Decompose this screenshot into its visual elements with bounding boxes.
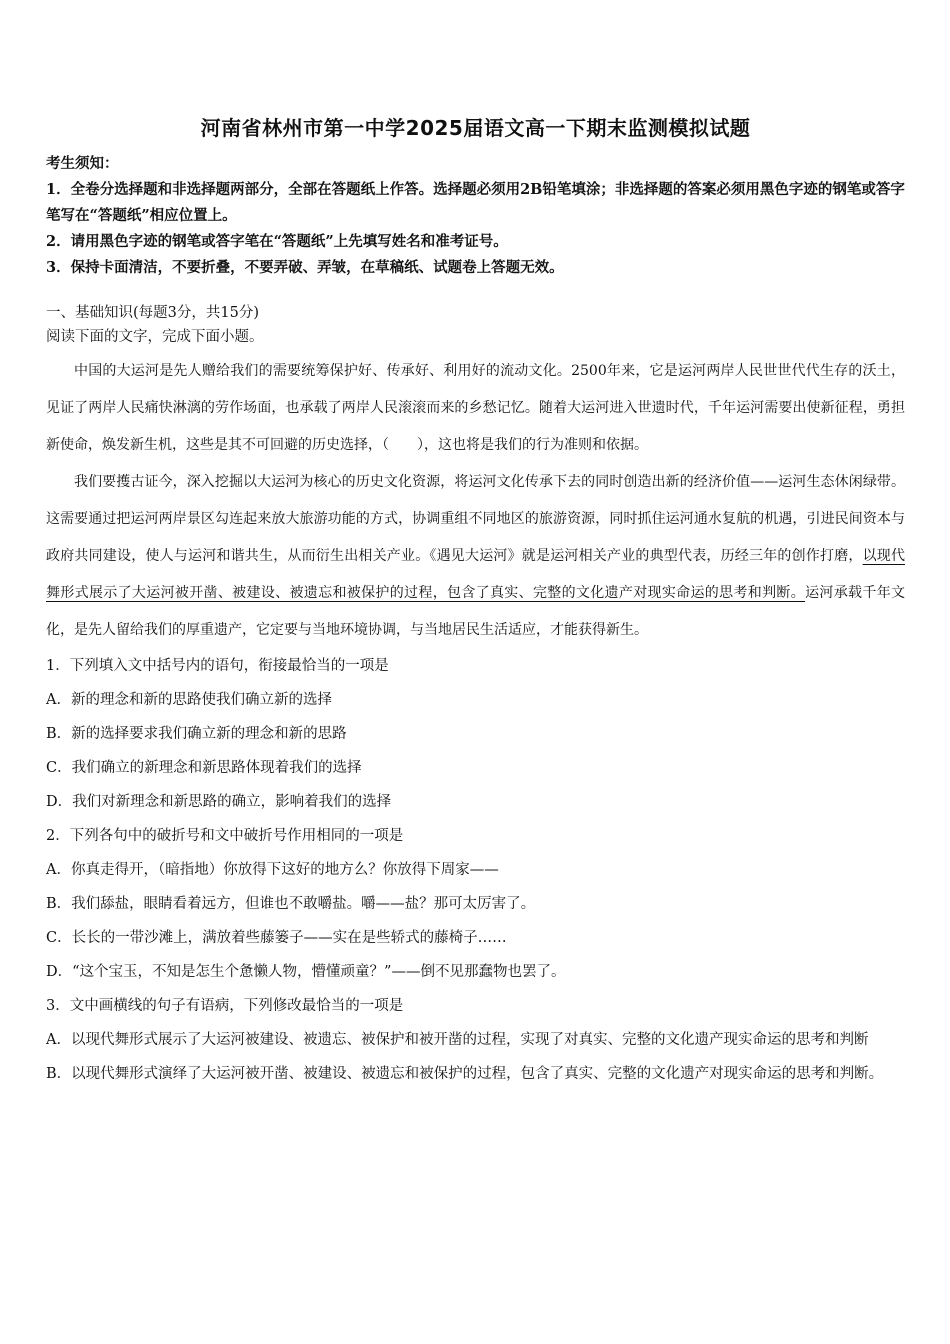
passage-paragraph-2 [46, 464, 905, 649]
notice-item-3: 3．保持卡面清洁，不要折叠，不要弄破、弄皱，在草稿纸、试题卷上答题无效。 [46, 259, 564, 276]
question-stem: 1．下列填入文中括号内的语句，衔接最恰当的一项是 [46, 658, 389, 674]
option-c: C．我们确立的新理念和新思路体现着我们的选择 [46, 760, 362, 776]
passage-paragraph-1: 中国的大运河是先人赠给我们的需要统筹保护好、传承好、利用好的流动文化。2500年来，它是运河两岸人民世世代代生存的沃土，见证了两岸人民痛快淋漓的劳作场面，也承载了两岸人民滚滚而来的乡愁记忆。随着大运河进入世遗时代，千年运河需要出使新征程，勇担新使命，焕发新生机，这些是其不可回避的历史选择，（ ），这也将是我们的行为准则和依据。 [46, 363, 905, 453]
page-title: 河南省林州市第一中学2025届语文高一下期末监测模拟试题 [200, 116, 751, 140]
notice-item-2: 2．请用黑色字迹的钢笔或答字笔在“答题纸”上先填写姓名和准考证号。 [46, 233, 508, 250]
option-a: A．你真走得开，（暗指地）你放得下这好的地方么？你放得下周家—— [46, 862, 499, 878]
option-a: A．新的理念和新的思路使我们确立新的选择 [46, 692, 332, 708]
reading-passage [46, 353, 905, 649]
option-b: B．以现代舞形式演绎了大运河被开凿、被建设、被遗忘和被保护的过程，包含了真实、完整的文化遗产对现实命运的思考和判断。 [46, 1066, 884, 1082]
question-1 [46, 649, 905, 819]
option-b: B．我们舔盐，眼睛看着远方，但谁也不敢嚼盐。嚼——盐？那可太厉害了。 [46, 896, 536, 912]
passage-p2-text-before: 我们要擭古证今，深入挖掘以大运河为核心的历史文化资源，将运河文化传承下去的同时创造出新的经济价值——运河生态休闲绿带。这需要通过把运河两岸景区勾连起来放大旅游功能的方式，协调重组不同地区的旅游资源，同时抓住运河通水复航的机遇，引进民间资本与政府共同建设，使人与运河和谐共生，从而衍生出相关产业。《遇见大运河》就是运河相关产业的典型代表，历经三年的创作打磨， [46, 474, 905, 564]
section-heading: 一、基础知识(每题3分，共15分) [46, 305, 259, 321]
underlined-sentence: 以现代舞形式展示了大运河被开凿、被建设、被遗忘和被保护的过程，包含了真实、完整的文化遗产对现实命运的思考和判断。 [46, 548, 906, 601]
section-instruction: 阅读下面的文字，完成下面小题。 [46, 329, 264, 345]
notice-heading: 考生须知： [46, 155, 119, 172]
option-b: B．新的选择要求我们确立新的理念和新的思路 [46, 726, 347, 742]
question-2 [46, 819, 905, 989]
question-3 [46, 989, 905, 1091]
question-stem: 2．下列各句中的破折号和文中破折号作用相同的一项是 [46, 828, 404, 844]
option-a: A．以现代舞形式展示了大运河被建设、被遗忘、被保护和被开凿的过程，实现了对真实、完整的文化遗产现实命运的思考和判断 [46, 1032, 869, 1048]
option-c: C．长长的一带沙滩上，满放着些藤篓子——实在是些轿式的藤椅子…… [46, 930, 507, 946]
notice-item-1: 1．全卷分选择题和非选择题两部分，全部在答题纸上作答。选择题必须用2B铅笔填涂；非选择题的答案必须用黑色字迹的钢笔或答字笔写在“答题纸”相应位置上。 [46, 181, 905, 224]
candidate-notice [46, 151, 905, 281]
option-d: D．我们对新理念和新思路的确立，影响着我们的选择 [46, 794, 392, 810]
question-stem: 3．文中画横线的句子有语病，下列修改最恰当的一项是 [46, 998, 404, 1014]
option-d: D．“这个宝玉，不知是怎生个惫懒人物，懵懂顽童？”——倒不见那蠢物也罢了。 [46, 964, 566, 980]
passage-p2-text-after: 运河承载千年文化，是先人留给我们的厚重遗产，它定要与当地环境协调，与当地居民生活适应，才能获得新生。 [46, 585, 906, 638]
